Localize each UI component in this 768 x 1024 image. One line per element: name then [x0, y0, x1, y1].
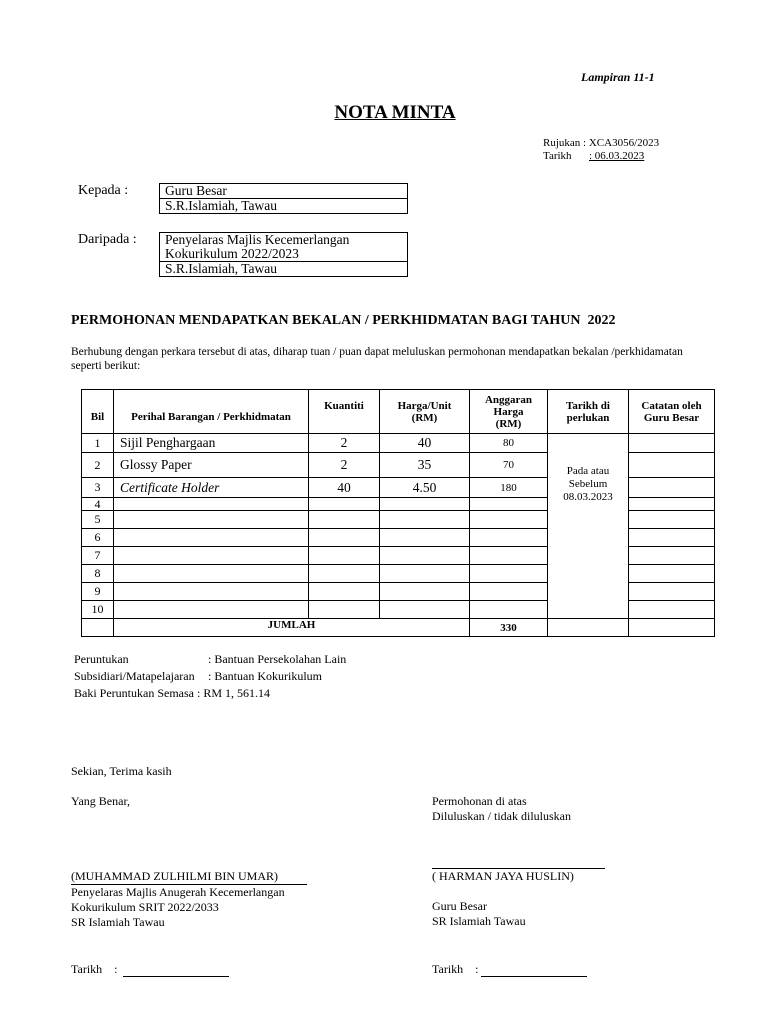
cell-anggaran [470, 565, 548, 583]
cell-anggaran: 180 [470, 478, 548, 498]
cell-harga: 4.50 [380, 478, 470, 498]
intro-paragraph: Berhubung dengan perkara tersebut di atas, diharap tuan / puan dapat meluluskan permohonan mendapatkan bekalan /perkhidamatan seperti berikut: [71, 346, 683, 372]
cell-bil: 5 [82, 511, 114, 529]
right-signatory-name: ( HARMAN JAYA HUSLIN) [432, 869, 574, 883]
table-row [82, 434, 715, 453]
header-anggaran: Anggaran Harga (RM) [470, 390, 548, 434]
header-catatan: Catatan oleh Guru Besar [629, 390, 715, 434]
left-tarikh-label: Tarikh : [71, 962, 118, 976]
cell-catatan [629, 434, 715, 453]
peruntukan-value: : Bantuan Kokurikulum [208, 669, 322, 683]
peruntukan-row [74, 685, 346, 702]
cell-catatan [629, 511, 715, 529]
left-tarikh-field[interactable] [123, 961, 229, 977]
cell-catatan [629, 498, 715, 511]
cell-perihal [114, 583, 309, 601]
header-bil: Bil [82, 390, 114, 434]
cell-catatan [629, 478, 715, 498]
cell-kuantiti [309, 498, 380, 511]
approval-line: Diluluskan / tidak diluluskan [432, 809, 571, 823]
cell-bil: 4 [82, 498, 114, 511]
cell-bil: 3 [82, 478, 114, 498]
cell-anggaran: 80 [470, 434, 548, 453]
approval-block [432, 794, 571, 824]
cell-kuantiti [309, 547, 380, 565]
left-signatory-line: Penyelaras Majlis Anugerah Kecemerlangan [71, 885, 285, 899]
yang-benar-text: Yang Benar, [71, 794, 130, 808]
cell-anggaran [470, 511, 548, 529]
cell-catatan [629, 529, 715, 547]
cell-bil: 8 [82, 565, 114, 583]
signature-line [432, 868, 605, 869]
daripada-box [159, 232, 408, 277]
cell-perihal: Certificate Holder [114, 478, 309, 498]
cell-catatan [629, 583, 715, 601]
right-tarikh-field[interactable] [481, 961, 587, 977]
tarikh-value: : 06.03.2023 [589, 150, 645, 162]
cell-kuantiti [309, 511, 380, 529]
right-signatory-line: SR Islamiah Tawau [432, 914, 526, 928]
cell-harga [380, 547, 470, 565]
peruntukan-row [74, 668, 346, 685]
cell-anggaran: 70 [470, 453, 548, 478]
peruntukan-value: : RM 1, 561.14 [196, 686, 270, 700]
rujukan-value: XCA3056/2023 [588, 137, 660, 149]
cell-kuantiti: 40 [309, 478, 380, 498]
right-signatory-name-wrap [432, 869, 574, 884]
table-header-row [82, 390, 715, 434]
document-title-wrap [0, 102, 768, 124]
peruntukan-key: Subsidiari/Matapelajaran [74, 669, 195, 683]
cell-harga: 35 [380, 453, 470, 478]
items-table [81, 389, 715, 637]
kepada-label: Kepada : [78, 183, 129, 198]
header-harga: Harga/Unit (RM) [380, 390, 470, 434]
jumlah-label: JUMLAH [114, 619, 470, 637]
rujukan-label: Rujukan : [543, 137, 587, 149]
cell-empty [629, 619, 715, 637]
reference-block [543, 137, 659, 163]
cell-kuantiti: 2 [309, 434, 380, 453]
left-signatory [71, 869, 307, 930]
left-tarikh [71, 961, 229, 977]
cell-harga [380, 498, 470, 511]
cell-tarikh-diperlukan: Pada atau Sebelum 08.03.2023 [548, 434, 629, 619]
cell-bil: 7 [82, 547, 114, 565]
kepada-line: S.R.Islamiah, Tawau [160, 198, 407, 213]
cell-perihal [114, 547, 309, 565]
cell-catatan [629, 453, 715, 478]
left-signatory-line: SR Islamiah Tawau [71, 915, 165, 929]
header-tarikh: Tarikh di perlukan [548, 390, 629, 434]
right-signatory-line: Guru Besar [432, 899, 487, 913]
kepada-box [159, 183, 408, 214]
cell-kuantiti [309, 601, 380, 619]
left-signatory-name: (MUHAMMAD ZULHILMI BIN UMAR) [71, 869, 307, 885]
cell-perihal [114, 498, 309, 511]
kepada-line: Guru Besar [165, 183, 227, 198]
approval-line: Permohonan di atas [432, 794, 527, 808]
table-total-row [82, 619, 715, 637]
cell-perihal [114, 529, 309, 547]
cell-harga: 40 [380, 434, 470, 453]
header-perihal: Perihal Barangan / Perkhidmatan [114, 390, 309, 434]
cell-harga [380, 601, 470, 619]
cell-empty [548, 619, 629, 637]
cell-anggaran [470, 529, 548, 547]
daripada-line: S.R.Islamiah, Tawau [160, 261, 407, 276]
cell-anggaran [470, 583, 548, 601]
right-tarikh [432, 961, 587, 977]
cell-kuantiti: 2 [309, 453, 380, 478]
header-kuantiti: Kuantiti [309, 390, 380, 434]
cell-bil: 6 [82, 529, 114, 547]
left-signatory-line: Kokurikulum SRIT 2022/2033 [71, 900, 219, 914]
right-tarikh-label: Tarikh : [432, 962, 479, 976]
peruntukan-row [74, 651, 346, 668]
right-signatory [432, 869, 574, 929]
peruntukan-key: Baki Peruntukan Semasa [74, 686, 194, 700]
cell-bil: 10 [82, 601, 114, 619]
cell-perihal: Sijil Penghargaan [114, 434, 309, 453]
jumlah-value: 330 [470, 619, 548, 637]
tarikh-label: Tarikh [543, 150, 572, 162]
closing-text: Sekian, Terima kasih [71, 764, 172, 778]
cell-harga [380, 529, 470, 547]
cell-bil: 1 [82, 434, 114, 453]
cell-harga [380, 583, 470, 601]
peruntukan-key: Peruntukan [74, 652, 129, 666]
cell-kuantiti [309, 565, 380, 583]
cell-perihal [114, 511, 309, 529]
cell-anggaran [470, 547, 548, 565]
daripada-label: Daripada : [78, 232, 137, 247]
document-title: NOTA MINTA [334, 102, 456, 123]
cell-bil: 2 [82, 453, 114, 478]
cell-anggaran [470, 498, 548, 511]
cell-bil: 9 [82, 583, 114, 601]
cell-catatan [629, 601, 715, 619]
cell-perihal [114, 565, 309, 583]
peruntukan-block [74, 651, 346, 702]
section-heading: PERMOHONAN MENDAPATKAN BEKALAN / PERKHIDMATAN BAGI TAHUN 2022 [71, 313, 616, 328]
daripada-line: Penyelaras Majlis Kecemerlangan Kokurikulum 2022/2023 [165, 232, 350, 261]
cell-harga [380, 511, 470, 529]
cell-perihal: Glossy Paper [114, 453, 309, 478]
cell-kuantiti [309, 529, 380, 547]
cell-empty [82, 619, 114, 637]
cell-catatan [629, 547, 715, 565]
cell-harga [380, 565, 470, 583]
lampiran-label: Lampiran 11-1 [581, 70, 655, 84]
peruntukan-value: : Bantuan Persekolahan Lain [208, 652, 347, 666]
cell-anggaran [470, 601, 548, 619]
cell-kuantiti [309, 583, 380, 601]
cell-catatan [629, 565, 715, 583]
cell-perihal [114, 601, 309, 619]
